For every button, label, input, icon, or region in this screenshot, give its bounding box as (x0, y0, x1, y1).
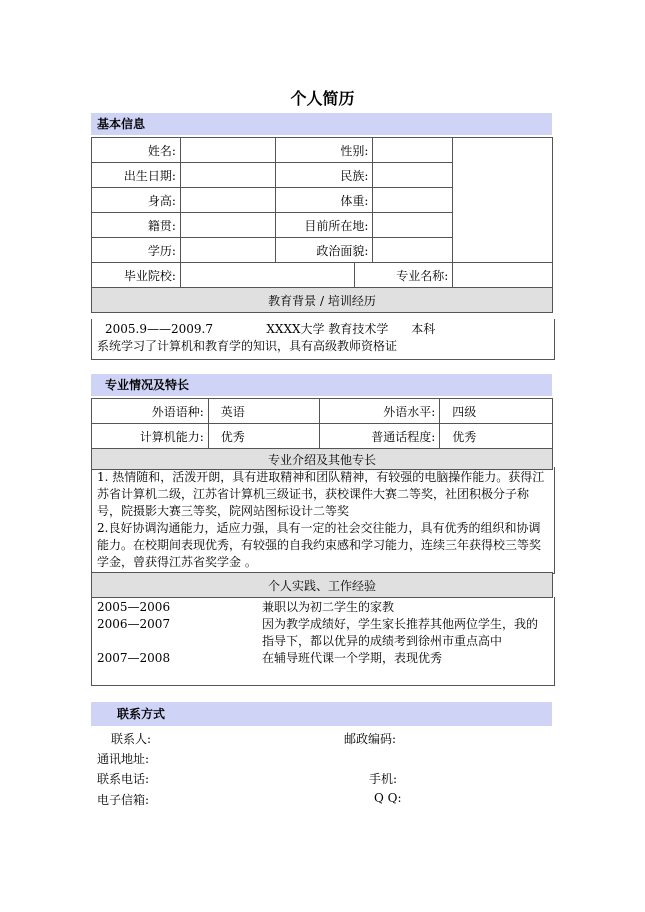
experience-row (97, 616, 549, 650)
contact-header: 联系方式 (91, 702, 552, 726)
contact-mobile-label: 手机: (369, 772, 398, 786)
contact-person-label: 联系人: (111, 732, 152, 746)
contact-email-label: 电子信箱: (97, 793, 150, 807)
major-value[interactable] (453, 263, 553, 288)
major-label: 专业名称: (355, 263, 453, 288)
experience-period: 2007—2008 (97, 651, 171, 665)
experience-row (97, 650, 549, 667)
computer-label: 计算机能力: (92, 424, 209, 449)
ethnic-value[interactable] (373, 163, 453, 188)
height-label: 身高: (92, 188, 181, 213)
lang-level-value: 四级 (440, 399, 553, 424)
weight-value[interactable] (373, 188, 453, 213)
name-label: 姓名: (92, 138, 181, 163)
contact-postcode-label: 邮政编码: (344, 732, 397, 746)
gender-label: 性别: (275, 138, 373, 163)
birth-value[interactable] (180, 163, 275, 188)
degree-value[interactable] (180, 238, 275, 263)
basic-info-header: 基本信息 (91, 113, 552, 135)
experience-header: 个人实践、工作经验 (92, 573, 553, 598)
origin-label: 籍贯: (92, 213, 181, 238)
experience-text: 因为教学成绩好，学生家长推荐其他两位学生，我的指导下，都以优异的成绩考到徐州市重点高中 (262, 617, 539, 648)
experience-period: 2006—2007 (97, 617, 171, 631)
experience-text: 兼职以为初二学生的家教 (262, 600, 395, 614)
lang-type-label: 外语语种: (92, 399, 209, 424)
basic-info-table (91, 137, 553, 313)
page-title: 个人简历 (290, 89, 355, 108)
intro-content: 1. 热情随和，活泼开朗，具有进取精神和团队精神，有较强的电脑操作能力。获得江苏省计算机二级，江苏省计算机三级证书，获校课件大赛二等奖，社团积极分子称号，院摄影大赛三等奖，院网站图标设计二等奖 2.良好协调沟通能力，适应力强，具有一定的社会交往能力，具有优秀的组织和协调能力。在校期间表现优秀，有较强的自我约束感和学习能力，连续三年获得校三等奖学金，曾获得江苏省奖学金 。 (91, 467, 555, 574)
political-value[interactable] (373, 238, 453, 263)
school-value[interactable] (180, 263, 355, 288)
experience-period: 2005—2006 (97, 600, 171, 614)
experience-row (97, 599, 549, 616)
mandarin-label: 普通话程度: (320, 424, 440, 449)
location-value[interactable] (373, 213, 453, 238)
contact-address-label: 通讯地址: (97, 752, 150, 766)
location-label: 目前所在地: (275, 213, 373, 238)
education-header: 教育背景 / 培训经历 (92, 288, 553, 313)
computer-value: 优秀 (208, 424, 320, 449)
contact-phone-label: 联系电话: (97, 772, 150, 786)
skills-table (91, 398, 553, 470)
mandarin-value: 优秀 (440, 424, 553, 449)
experience-text: 在辅导班代课一个学期，表现优秀 (262, 651, 443, 665)
gender-value[interactable] (373, 138, 453, 163)
education-content (91, 319, 555, 360)
intro-header: 专业介绍及其他专长 (92, 449, 553, 470)
education-line-2: 系统学习了计算机和教育学的知识，具有高级教师资格证 (97, 339, 398, 353)
height-value[interactable] (180, 188, 275, 213)
lang-level-label: 外语水平: (320, 399, 440, 424)
degree-label: 学历: (92, 238, 181, 263)
skills-header: 专业情况及特长 (91, 374, 552, 396)
contact-qq-label: Q Q: (374, 791, 402, 805)
school-label: 毕业院校: (92, 263, 181, 288)
birth-label: 出生日期: (92, 163, 181, 188)
education-line-1: 2005.9——2009.7 XXXX大学 教育技术学 本科 (105, 322, 436, 336)
name-value[interactable] (180, 138, 275, 163)
photo-cell (453, 138, 553, 263)
experience-header-table (91, 572, 553, 598)
lang-type-value: 英语 (208, 399, 320, 424)
ethnic-label: 民族: (275, 163, 373, 188)
political-label: 政治面貌: (275, 238, 373, 263)
origin-value[interactable] (180, 213, 275, 238)
weight-label: 体重: (275, 188, 373, 213)
experience-content (91, 597, 555, 686)
